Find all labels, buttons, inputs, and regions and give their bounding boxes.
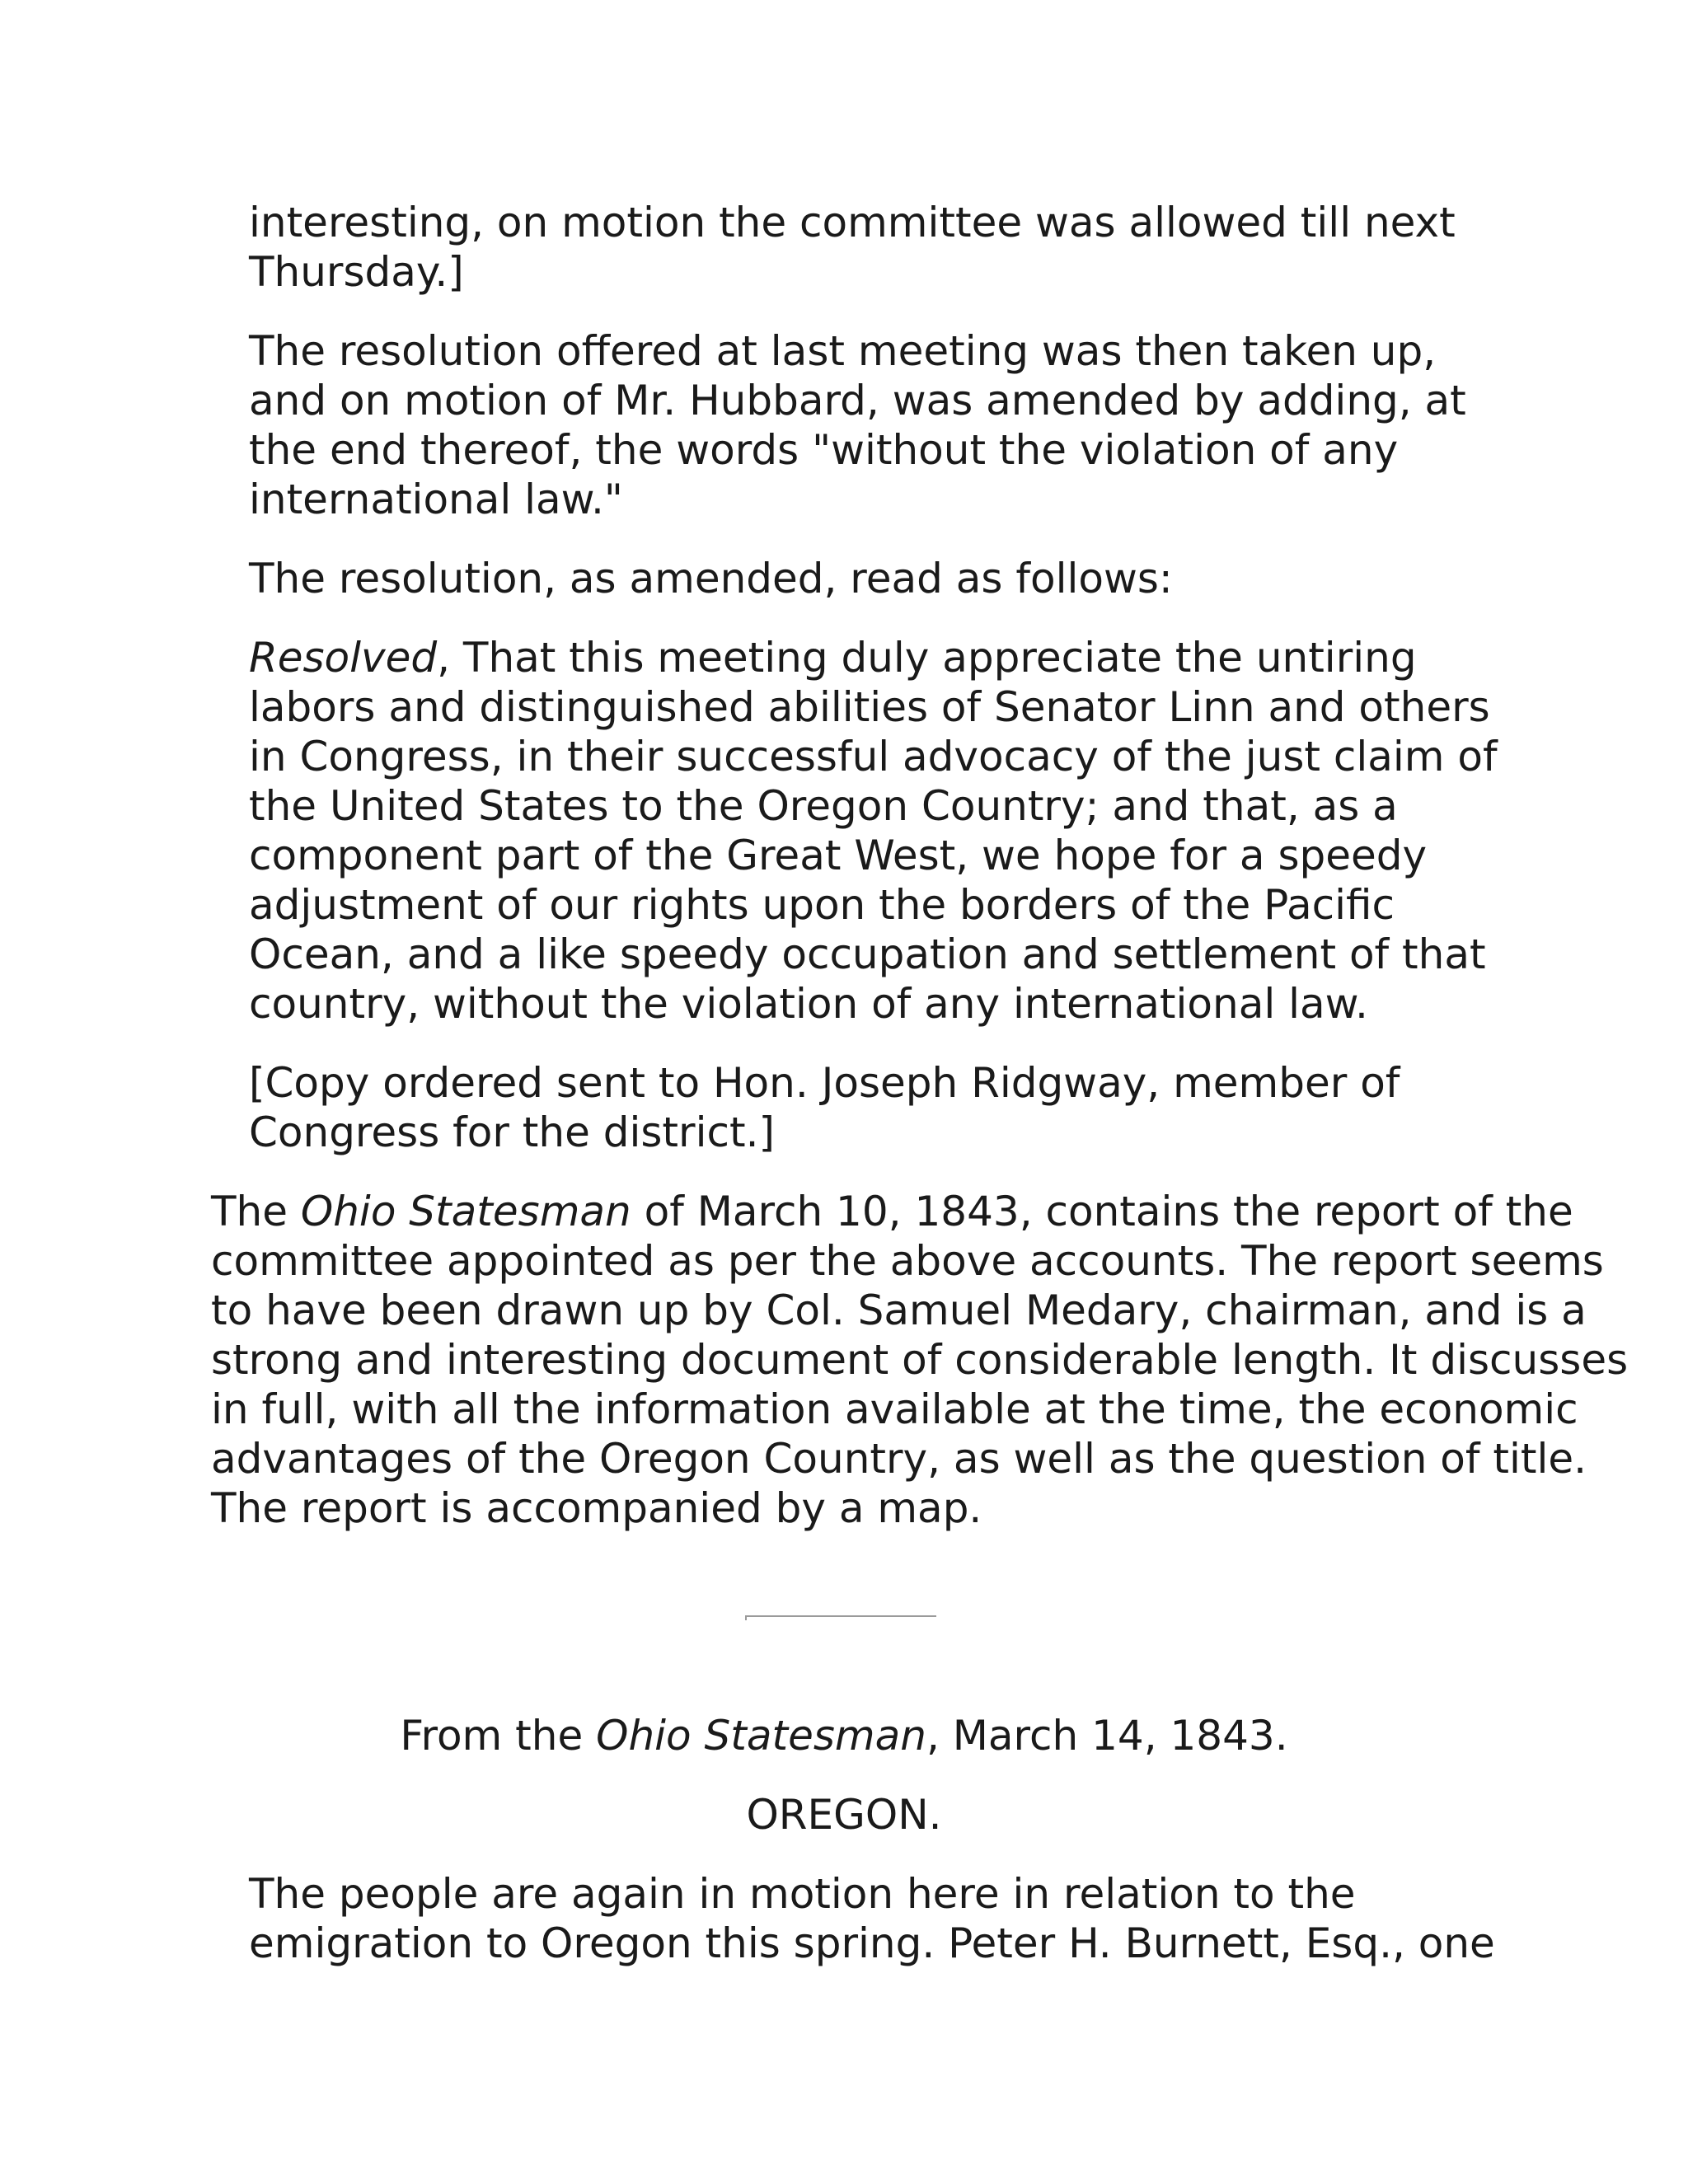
text-line: emigration to Oregon this spring. Peter H. Burnett, Esq., one [249, 1919, 1495, 1967]
text-line [211, 1187, 1628, 1236]
text-line: committee appointed as per the above accounts. The report seems [211, 1237, 1604, 1285]
section-divider [745, 1615, 936, 1620]
source-prefix: From the [400, 1712, 597, 1760]
text-line: Thursday.] [249, 248, 464, 296]
text-line: advantages of the Oregon Country, as well as the question of title. [211, 1435, 1587, 1483]
text-line: international law." [249, 476, 623, 523]
statesman-report-paragraph [211, 1187, 1628, 1533]
as-amended-paragraph [249, 554, 1173, 603]
section-title: OREGON. [746, 1791, 942, 1839]
text-line: the United States to the Oregon Country; and that, as a [249, 782, 1398, 830]
text-line: the end thereof, the words "without the violation of any [249, 426, 1399, 474]
resolution-lead-text: , That this meeting duly appreciate the untiring [437, 634, 1417, 682]
text-line: The resolution offered at last meeting was then taken up, [249, 327, 1437, 375]
copy-ordered-paragraph [249, 1058, 1400, 1157]
text-line: component part of the Great West, we hope for a speedy [249, 832, 1428, 879]
continuation-paragraph [249, 198, 1456, 297]
report-lead-plain: The [211, 1188, 301, 1235]
text-line: labors and distinguished abilities of Senator Linn and others [249, 683, 1490, 731]
newspaper-title-italic: Ohio Statesman [596, 1712, 926, 1760]
resolved-italic: Resolved [249, 634, 438, 682]
text-line: interesting, on motion the committee was allowed till next [249, 199, 1456, 246]
resolution-paragraph [249, 633, 1498, 1029]
emigration-paragraph [249, 1869, 1495, 1968]
text-line: The people are again in motion here in relation to the [249, 1870, 1356, 1918]
text-line: in full, with all the information available at the time, the economic [211, 1385, 1578, 1433]
text-line: adjustment of our rights upon the borders of the Pacific [249, 881, 1395, 929]
source-heading [0, 1711, 1688, 1760]
text-line: to have been drawn up by Col. Samuel Medary, chairman, and is a [211, 1286, 1587, 1334]
report-lead-rest: of March 10, 1843, contains the report of the [631, 1188, 1573, 1235]
text-line: Ocean, and a like speedy occupation and settlement of that [249, 930, 1486, 978]
amendment-paragraph [249, 326, 1466, 524]
text-line: strong and interesting document of considerable length. It discusses [211, 1336, 1629, 1384]
text-line [249, 633, 1498, 682]
text-line: [Copy ordered sent to Hon. Joseph Ridgway, member of [249, 1059, 1400, 1107]
text-line: Congress for the district.] [249, 1108, 775, 1156]
text-line: in Congress, in their successful advocacy of the just claim of [249, 733, 1498, 780]
text-line: The resolution, as amended, read as follows: [249, 555, 1173, 602]
source-suffix: , March 14, 1843. [926, 1712, 1288, 1760]
text-line: and on motion of Mr. Hubbard, was amended by adding, at [249, 377, 1466, 424]
text-line: The report is accompanied by a map. [211, 1484, 982, 1532]
text-line: country, without the violation of any international law. [249, 980, 1368, 1028]
newspaper-title-italic: Ohio Statesman [300, 1188, 631, 1235]
